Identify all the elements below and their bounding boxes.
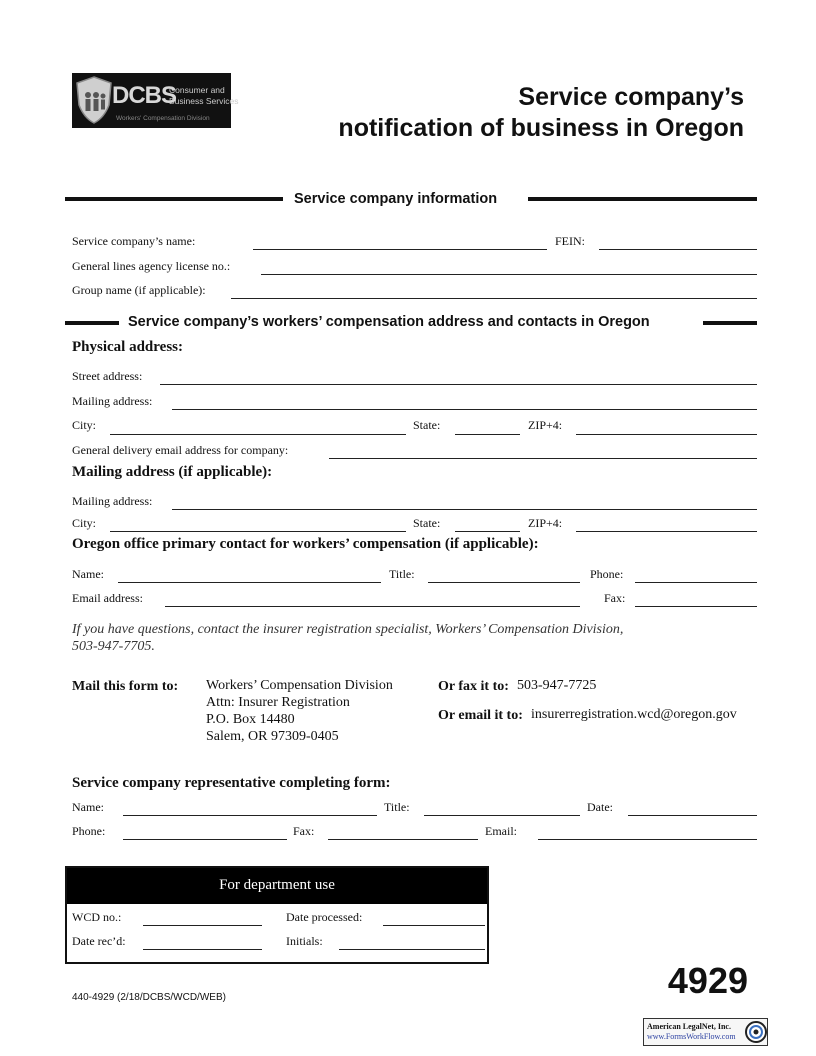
city-label: City: [72, 418, 97, 432]
section2-rule-right [703, 321, 757, 325]
zip2-field[interactable] [576, 531, 757, 532]
fax-to-label: Or fax it to: [438, 679, 509, 694]
logo-line1: Consumer and [169, 85, 225, 95]
form-number: 4929 [667, 960, 748, 1001]
representative-heading: Service company representative completing form: [72, 775, 391, 791]
mail-label: Mail this form to: [72, 679, 179, 694]
contact-name-field[interactable] [118, 582, 381, 583]
city2-field[interactable] [110, 531, 406, 532]
contact-title-label: Title: [389, 567, 415, 581]
mailing-address-label: Mailing address: [72, 394, 153, 408]
group-name-field[interactable] [231, 298, 757, 299]
section2-heading: Service company’s workers’ compensation address and contacts in Oregon [128, 314, 650, 330]
delivery-email-label: General delivery email address for company: [72, 443, 289, 457]
city2-label: City: [72, 516, 97, 530]
date-received-field[interactable] [143, 949, 262, 950]
state-field[interactable] [455, 434, 520, 435]
questions-line2: 503-947-7705. [72, 639, 155, 654]
page-title [338, 82, 744, 144]
section2-rule-left [65, 321, 119, 325]
initials-field[interactable] [339, 949, 485, 950]
street-address-label: Street address: [72, 369, 143, 383]
rep-name-label: Name: [72, 800, 104, 814]
contact-email-label: Email address: [72, 591, 143, 605]
fax-to-value: 503-947-7725 [517, 678, 597, 693]
contact-email-field[interactable] [165, 606, 580, 607]
mailing-address2-field[interactable] [172, 509, 757, 510]
contact-phone-field[interactable] [635, 582, 757, 583]
department-use-box [65, 866, 489, 964]
mailing-address-heading: Mailing address (if applicable): [72, 464, 273, 480]
company-name-label: Service company’s name: [72, 234, 196, 248]
workflow-globe-icon [744, 1020, 768, 1044]
legalnet-badge[interactable] [643, 1018, 768, 1046]
zip-field[interactable] [576, 434, 757, 435]
mail-address-line2: Attn: Insurer Registration [206, 695, 350, 710]
wcd-no-field[interactable] [143, 925, 262, 926]
date-processed-label: Date processed: [286, 910, 363, 924]
delivery-email-field[interactable] [329, 458, 757, 459]
contact-name-label: Name: [72, 567, 104, 581]
license-label: General lines agency license no.: [72, 259, 231, 273]
questions-note [72, 621, 623, 655]
street-address-field[interactable] [160, 384, 757, 385]
logo-brand: DCBS [112, 82, 177, 109]
rep-name-field[interactable] [123, 815, 377, 816]
department-use-header [67, 868, 487, 904]
zip-label: ZIP+4: [528, 418, 563, 432]
contact-phone-label: Phone: [590, 567, 624, 581]
group-name-label: Group name (if applicable): [72, 283, 206, 297]
primary-contact-heading: Oregon office primary contact for workers’ compensation (if applicable): [72, 536, 539, 552]
contact-fax-field[interactable] [635, 606, 757, 607]
contact-fax-label: Fax: [604, 591, 626, 605]
fein-field[interactable] [599, 249, 757, 250]
page-title-line1: Service company’s [518, 83, 744, 111]
license-field[interactable] [261, 274, 757, 275]
mailing-address-field[interactable] [172, 409, 757, 410]
rep-fax-label: Fax: [293, 824, 315, 838]
form-code: 440-4929 (2/18/DCBS/WCD/WEB) [72, 992, 226, 1003]
dcbs-logo [72, 73, 239, 128]
physical-address-heading: Physical address: [72, 339, 183, 355]
email-to-link[interactable]: insurerregistration.wcd@oregon.gov [531, 707, 737, 722]
rep-phone-field[interactable] [123, 839, 287, 840]
date-processed-field[interactable] [383, 925, 485, 926]
mail-address-line3: P.O. Box 14480 [206, 712, 295, 727]
shield-icon [74, 75, 114, 125]
section1-rule-right [528, 197, 757, 201]
initials-label: Initials: [286, 934, 323, 948]
email-to-label: Or email it to: [438, 708, 523, 723]
contact-title-field[interactable] [428, 582, 580, 583]
rep-email-field[interactable] [538, 839, 757, 840]
state2-label: State: [413, 516, 441, 530]
mail-address-line4: Salem, OR 97309-0405 [206, 729, 339, 744]
mailing-address2-label: Mailing address: [72, 494, 153, 508]
rep-fax-field[interactable] [328, 839, 478, 840]
questions-line1: If you have questions, contact the insurer registration specialist, Workers’ Compensation Division, [72, 622, 624, 637]
wcd-no-label: WCD no.: [72, 910, 122, 924]
department-use-heading: For department use [219, 877, 335, 893]
rep-title-field[interactable] [424, 815, 580, 816]
mail-address [206, 677, 393, 745]
rep-date-field[interactable] [628, 815, 757, 816]
rep-phone-label: Phone: [72, 824, 106, 838]
rep-title-label: Title: [384, 800, 410, 814]
rep-date-label: Date: [587, 800, 613, 814]
badge-line1: American LegalNet, Inc. [647, 1022, 731, 1031]
page-title-line2: notification of business in Oregon [338, 114, 744, 142]
state-label: State: [413, 418, 441, 432]
rep-email-label: Email: [485, 824, 517, 838]
mail-address-line1: Workers’ Compensation Division [206, 678, 393, 693]
section1-heading: Service company information [294, 191, 498, 207]
section1-rule-left [65, 197, 283, 201]
state2-field[interactable] [455, 531, 520, 532]
logo-line3: Workers' Compensation Division [116, 115, 210, 122]
badge-line2: www.FormsWorkFlow.com [647, 1032, 736, 1041]
company-name-field[interactable] [253, 249, 547, 250]
logo-line2: Business Services [169, 96, 239, 106]
zip2-label: ZIP+4: [528, 516, 563, 530]
fein-label: FEIN: [555, 234, 585, 248]
city-field[interactable] [110, 434, 406, 435]
date-received-label: Date rec’d: [72, 934, 126, 948]
